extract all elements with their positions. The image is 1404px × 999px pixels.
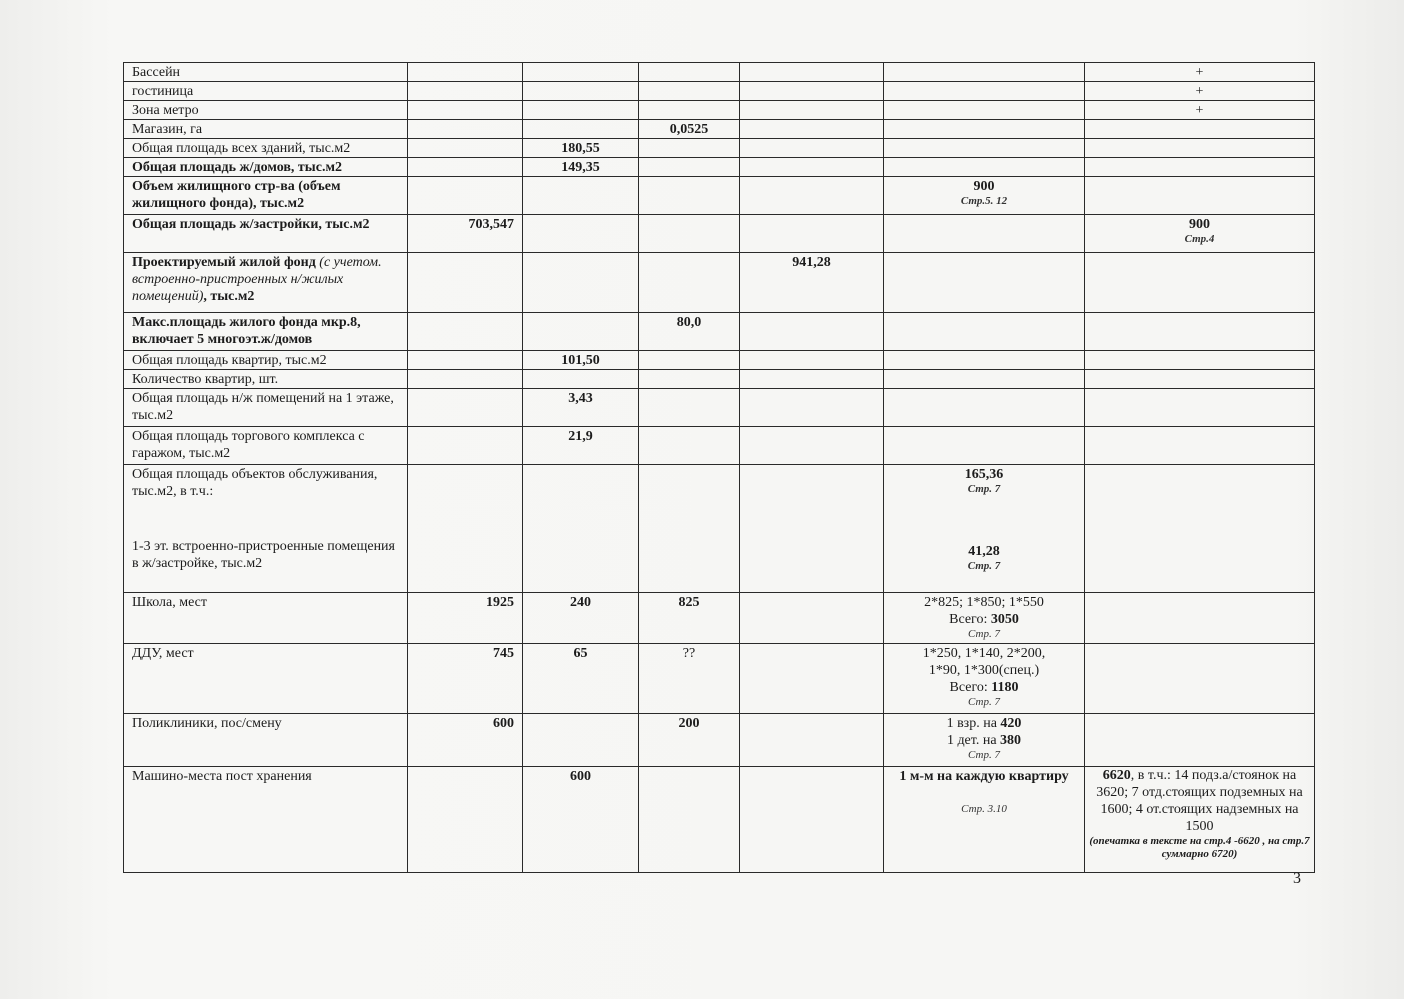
table-row — [124, 120, 1315, 139]
row-label: Общая площадь объектов обслуживания, тыс.м2, в т.ч.: 1-3 эт. встроенно-пристроенные помещения в ж/застройке, тыс.м2 — [124, 465, 408, 593]
page-reference: Стр.5. 12 — [960, 195, 1008, 207]
table-cell — [1085, 215, 1315, 253]
row-label: Общая площадь ж/застройки, тыс.м2 — [124, 215, 408, 253]
table-cell: 745 — [408, 644, 523, 714]
table-cell: 1 м-м на каждую квартиру Стр. 3.10 — [884, 767, 1085, 873]
row-label: Машино-места пост хранения — [124, 767, 408, 873]
table-cell: 0,0525 — [639, 120, 740, 139]
table-row — [124, 644, 1315, 714]
table-row — [124, 101, 1315, 120]
row-label: Бассейн — [124, 63, 408, 82]
table-cell: 65 — [523, 644, 639, 714]
table-cell: + — [1085, 82, 1315, 101]
table-cell: 1 взр. на 420 1 дет. на 380 Стр. 7 — [884, 714, 1085, 767]
table-row — [124, 313, 1315, 351]
table-row — [124, 389, 1315, 427]
table-cell: + — [1085, 101, 1315, 120]
row-label: ДДУ, мест — [124, 644, 408, 714]
table-cell: 180,55 — [523, 139, 639, 158]
table-row — [124, 82, 1315, 101]
table-cell: 240 — [523, 593, 639, 644]
table-cell — [884, 177, 1085, 215]
page-reference: Стр. 7 — [967, 560, 1001, 572]
table-row — [124, 139, 1315, 158]
table-cell: 3,43 — [523, 389, 639, 427]
table-row — [124, 465, 1315, 593]
typo-note: (опечатка в тексте на стр.4 -6620 , на стр.7 суммарно 6720) — [1089, 835, 1310, 860]
table-row — [124, 63, 1315, 82]
table-row — [124, 427, 1315, 465]
row-label: Количество квартир, шт. — [124, 370, 408, 389]
table-row — [124, 158, 1315, 177]
row-label: Общая площадь н/ж помещений на 1 этаже, тыс.м2 — [124, 389, 408, 427]
row-label: Общая площадь ж/домов, тыс.м2 — [124, 158, 408, 177]
table-cell: 1*250, 1*140, 2*200, 1*90, 1*300(спец.) Всего: 1180 Стр. 7 — [884, 644, 1085, 714]
table-cell: 600 — [408, 714, 523, 767]
cell-value: 41,28 — [968, 544, 1000, 559]
table-cell: 600 — [523, 767, 639, 873]
page-number: 3 — [1293, 870, 1301, 887]
cell-value: 900 — [1189, 217, 1210, 232]
row-label: Общая площадь торгового комплекса с гаражом, тыс.м2 — [124, 427, 408, 465]
row-label: Объем жилищного стр-ва (объем жилищного фонда), тыс.м2 — [124, 177, 408, 215]
table-cell: 80,0 — [639, 313, 740, 351]
row-label: Магазин, га — [124, 120, 408, 139]
table-row — [124, 767, 1315, 873]
row-label: Общая площадь квартир, тыс.м2 — [124, 351, 408, 370]
table-cell: 21,9 — [523, 427, 639, 465]
table-row — [124, 370, 1315, 389]
table-cell: 703,547 — [408, 215, 523, 253]
table-row — [124, 593, 1315, 644]
row-label: Школа, мест — [124, 593, 408, 644]
table-cell: 6620, в т.ч.: 14 подз.а/стоянок на 3620; 7 отд.стоящих подземных на 1600; 4 от.стоящих надземных на 1500 (опечатка в тексте на стр.4 -6620 , на стр.7 суммарно 6720) — [1085, 767, 1315, 873]
page-reference: Стр. 7 — [968, 749, 1000, 761]
cell-value: 165,36 — [964, 467, 1004, 482]
page-reference: Стр. 7 — [968, 696, 1000, 708]
table-cell: ?? — [639, 644, 740, 714]
indicators-table — [123, 62, 1315, 873]
table-cell: 941,28 — [740, 253, 884, 313]
row-label: Зона метро — [124, 101, 408, 120]
row-label: Проектируемый жилой фонд (с учетом. встроенно-пристроенных н/жилых помещений), тыс.м2 — [124, 253, 408, 313]
row-label: Макс.площадь жилого фонда мкр.8, включает 5 многоэт.ж/домов — [124, 313, 408, 351]
table-row — [124, 215, 1315, 253]
page-reference: Стр. 7 — [967, 483, 1001, 495]
table-cell: 825 — [639, 593, 740, 644]
row-label: Общая площадь всех зданий, тыс.м2 — [124, 139, 408, 158]
table-cell: 2*825; 1*850; 1*550 Всего: 3050 Стр. 7 — [884, 593, 1085, 644]
row-label: Поликлиники, пос/смену — [124, 714, 408, 767]
page-reference: Стр. 3.10 — [961, 803, 1007, 815]
cell-value: 900 — [973, 179, 995, 194]
row-label: гостиница — [124, 82, 408, 101]
page-reference: Стр. 7 — [968, 628, 1000, 640]
table-cell — [884, 465, 1085, 593]
table-cell: 200 — [639, 714, 740, 767]
table-cell: 149,35 — [523, 158, 639, 177]
table-row — [124, 714, 1315, 767]
table-row — [124, 253, 1315, 313]
page-reference: Стр.4 — [1184, 233, 1215, 245]
table-cell: + — [1085, 63, 1315, 82]
table-cell: 1925 — [408, 593, 523, 644]
table-row — [124, 177, 1315, 215]
table-row — [124, 351, 1315, 370]
table-cell: 101,50 — [523, 351, 639, 370]
